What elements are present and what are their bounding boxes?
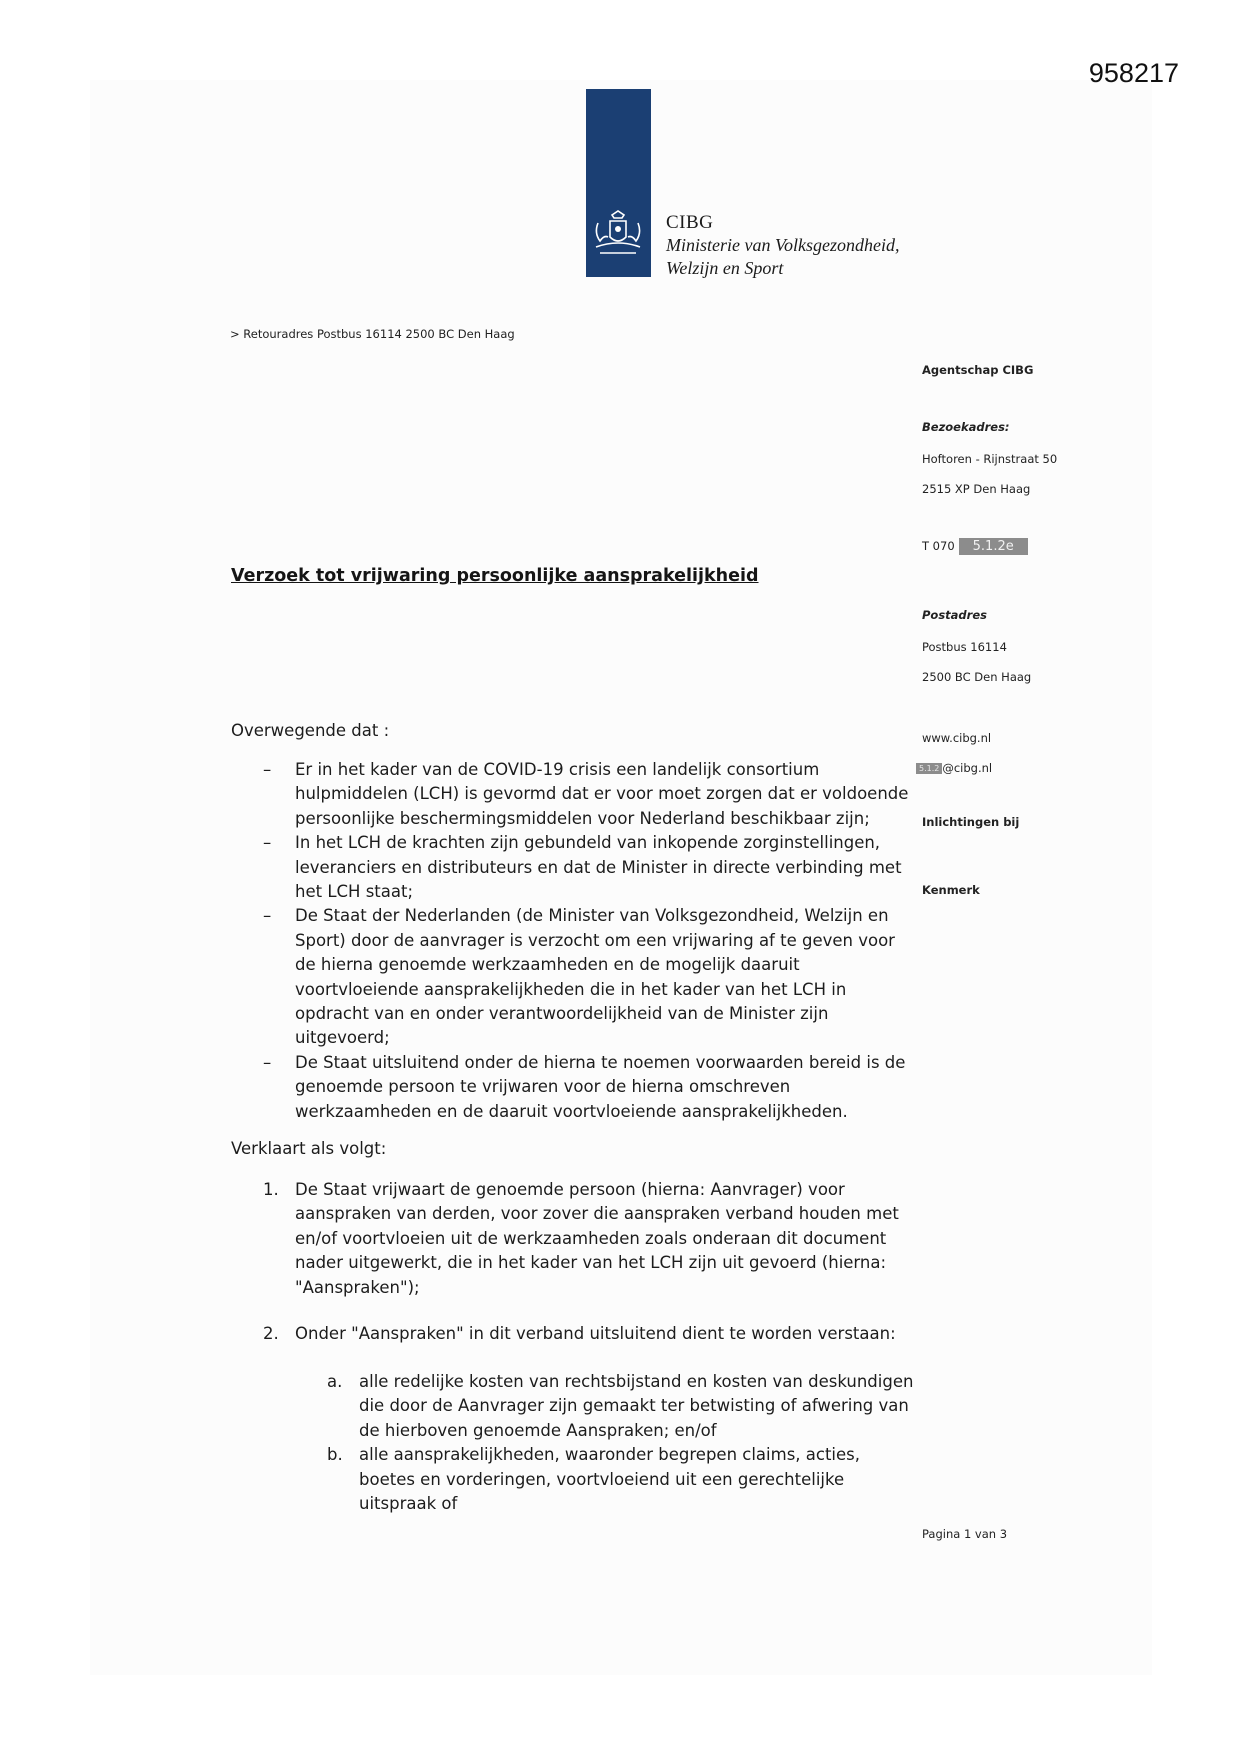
list-item (295, 1370, 915, 1443)
list-item-text: De Staat der Nederlanden (de Minister van Volksgezondheid, Welzijn en Sport) door de aanvrager is verzocht om een vrijwaring af te geven voor de hierna genoemde werkzaamheden en de mogelijk daaruit voortvloeiende aansprakelijkheden die in het kader van het LCH in opdracht van en onder verantwoordelijkheid van de Minister zijn uitgevoerd; (295, 906, 895, 1048)
considering-heading: Overwegende dat : (231, 721, 390, 740)
email-suffix: @cibg.nl (942, 761, 993, 775)
list-marker: b. (327, 1445, 343, 1465)
list-item (231, 1051, 911, 1124)
sub-items-list (295, 1370, 915, 1516)
list-item (231, 758, 911, 831)
coat-of-arms-icon (590, 209, 646, 261)
list-marker: a. (327, 1372, 343, 1391)
logo-ministry-line1: Ministerie van Volksgezondheid, (666, 235, 900, 255)
list-item-text: alle aansprakelijkheden, waaronder begrepen claims, acties, boetes en vorderingen, voortvloeiend uit een gerechtelijke uitspraak of (359, 1445, 861, 1514)
info-label: Inlichtingen bij (922, 815, 1020, 829)
considerations-list (231, 758, 911, 1124)
website-link[interactable]: www.cibg.nl (922, 731, 992, 745)
list-item-text: Er in het kader van de COVID-19 crisis een landelijk consortium hulpmiddelen (LCH) is gevormd dat er voor moet zorgen dat er voldoende persoonlijke beschermingsmiddelen voor Nederland beschikbaar zijn; (295, 760, 909, 828)
list-item (231, 1178, 911, 1300)
phone-line (922, 538, 1028, 555)
visit-address-line2: 2515 XP Den Haag (922, 482, 1031, 496)
declaration-item-1 (231, 1178, 911, 1300)
list-marker: – (263, 760, 272, 779)
list-item (295, 1443, 915, 1516)
logo-org: CIBG (666, 212, 714, 233)
list-item-text: In het LCH de krachten zijn gebundeld van inkopende zorginstellingen, leveranciers en distributeurs en dat de Minister in directe verbinding met het LCH staat; (295, 833, 902, 902)
document-number: 958217 (1088, 58, 1179, 88)
list-marker: – (263, 1052, 272, 1072)
list-marker: – (263, 906, 272, 926)
declares-heading: Verklaart als volgt: (231, 1139, 387, 1158)
email-line (916, 761, 992, 775)
list-item (231, 1322, 911, 1346)
list-item (231, 831, 911, 904)
page-number: Pagina 1 van 3 (922, 1527, 1008, 1541)
document-subject: Verzoek tot vrijwaring persoonlijke aansprakelijkheid (231, 566, 759, 586)
logo-ministry-line2: Welzijn en Sport (666, 258, 784, 278)
list-marker: – (263, 833, 272, 853)
email-redaction: 5.1.2 (916, 763, 942, 774)
list-item-text: alle redelijke kosten van rechtsbijstand en kosten van deskundigen die door de Aanvrager zijn gemaakt ter betwisting of afwering van de hierboven genoemde Aanspraken; en/of (359, 1372, 914, 1440)
list-item-text: Onder "Aanspraken" in dit verband uitsluitend dient te worden verstaan: (295, 1324, 896, 1343)
postal-address-line2: 2500 BC Den Haag (922, 670, 1032, 684)
visit-address-line1: Hoftoren - Rijnstraat 50 (922, 452, 1058, 466)
logo-bar (586, 89, 651, 277)
declaration-item-2 (231, 1322, 911, 1346)
visit-address-label: Bezoekadres: (922, 420, 1010, 434)
logo-text (666, 212, 899, 280)
list-marker: 1. (263, 1180, 279, 1199)
list-item-text: De Staat vrijwaart de genoemde persoon (hierna: Aanvrager) voor aanspraken van derden, voor zover die aanspraken verband houden met en/of voortvloeien uit de werkzaamheden zoals onderaan dit document nader uitgewerkt, die in het kader van het LCH zijn uit gevoerd (hierna: "Aanspraken"); (295, 1180, 899, 1297)
list-item-text: De Staat uitsluitend onder de hierna te noemen voorwaarden bereid is de genoemde persoon te vrijwaren voor de hierna omschreven werkzaamheden en de daaruit voortvloeiende aansprakelijkheden. (295, 1052, 906, 1121)
phone-redaction: 5.1.2e (959, 538, 1028, 555)
return-address: > Retouradres Postbus 16114 2500 BC Den Haag (230, 327, 515, 341)
list-item (231, 904, 911, 1050)
phone-prefix: T 070 (922, 539, 955, 553)
agency-name: Agentschap CIBG (922, 363, 1034, 377)
postal-address-line1: Postbus 16114 (922, 640, 1007, 654)
reference-label: Kenmerk (922, 883, 980, 897)
list-marker: 2. (263, 1324, 279, 1343)
postal-address-label: Postadres (922, 608, 987, 622)
